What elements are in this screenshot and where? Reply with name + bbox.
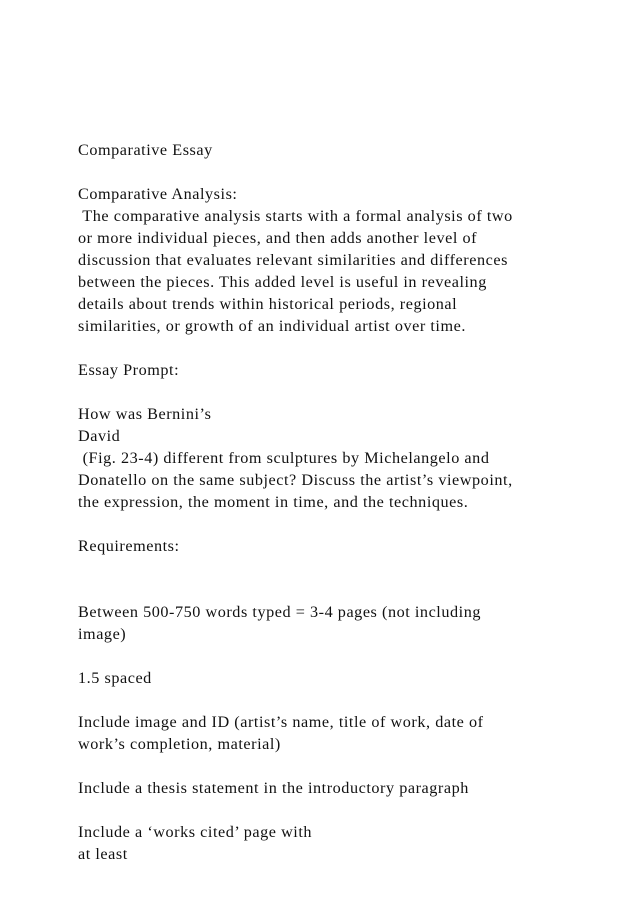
spacer bbox=[78, 557, 618, 601]
requirement-item bbox=[78, 711, 618, 755]
spacer bbox=[78, 689, 618, 711]
requirement-item bbox=[78, 667, 618, 689]
paragraph-line: or more individual pieces, and then adds another level of bbox=[78, 229, 478, 247]
spacer bbox=[78, 337, 618, 359]
document-body bbox=[78, 139, 618, 865]
paragraph-line: discussion that evaluates relevant similarities and differences bbox=[78, 251, 508, 269]
requirement-line: at least bbox=[78, 845, 128, 863]
requirement-item bbox=[78, 821, 618, 865]
prompt-heading: Essay Prompt: bbox=[78, 361, 180, 379]
spacer bbox=[78, 381, 618, 403]
requirement-line: work’s completion, material) bbox=[78, 735, 281, 753]
paragraph-line: Donatello on the same subject? Discuss the artist’s viewpoint, bbox=[78, 471, 513, 489]
paragraph-line: between the pieces. This added level is useful in revealing bbox=[78, 273, 487, 291]
requirements-heading: Requirements: bbox=[78, 537, 180, 555]
requirements-list bbox=[78, 601, 618, 865]
requirement-line: Include a ‘works cited’ page with bbox=[78, 823, 313, 841]
requirement-line: image) bbox=[78, 625, 127, 643]
prompt-paragraph bbox=[78, 403, 618, 513]
requirement-line: Include a thesis statement in the introductory paragraph bbox=[78, 779, 469, 797]
paragraph-line: The comparative analysis starts with a formal analysis of two bbox=[78, 207, 513, 225]
requirement-line: Include image and ID (artist’s name, title of work, date of bbox=[78, 713, 484, 731]
requirement-item bbox=[78, 601, 618, 645]
spacer bbox=[78, 799, 618, 821]
spacer bbox=[78, 513, 618, 535]
analysis-heading: Comparative Analysis: bbox=[78, 185, 238, 203]
requirement-line: Between 500-750 words typed = 3-4 pages (not including bbox=[78, 603, 481, 621]
requirement-item bbox=[78, 777, 618, 799]
analysis-paragraph bbox=[78, 205, 618, 337]
paragraph-line: (Fig. 23-4) different from sculptures by Michelangelo and bbox=[78, 449, 490, 467]
spacer bbox=[78, 161, 618, 183]
requirement-line: 1.5 spaced bbox=[78, 669, 152, 687]
paragraph-line: details about trends within historical periods, regional bbox=[78, 295, 458, 313]
paragraph-line: How was Bernini’s bbox=[78, 405, 212, 423]
document-title: Comparative Essay bbox=[78, 141, 213, 159]
paragraph-line: similarities, or growth of an individual artist over time. bbox=[78, 317, 466, 335]
spacer bbox=[78, 755, 618, 777]
paragraph-line: the expression, the moment in time, and the techniques. bbox=[78, 493, 469, 511]
paragraph-line: David bbox=[78, 427, 121, 445]
spacer bbox=[78, 645, 618, 667]
